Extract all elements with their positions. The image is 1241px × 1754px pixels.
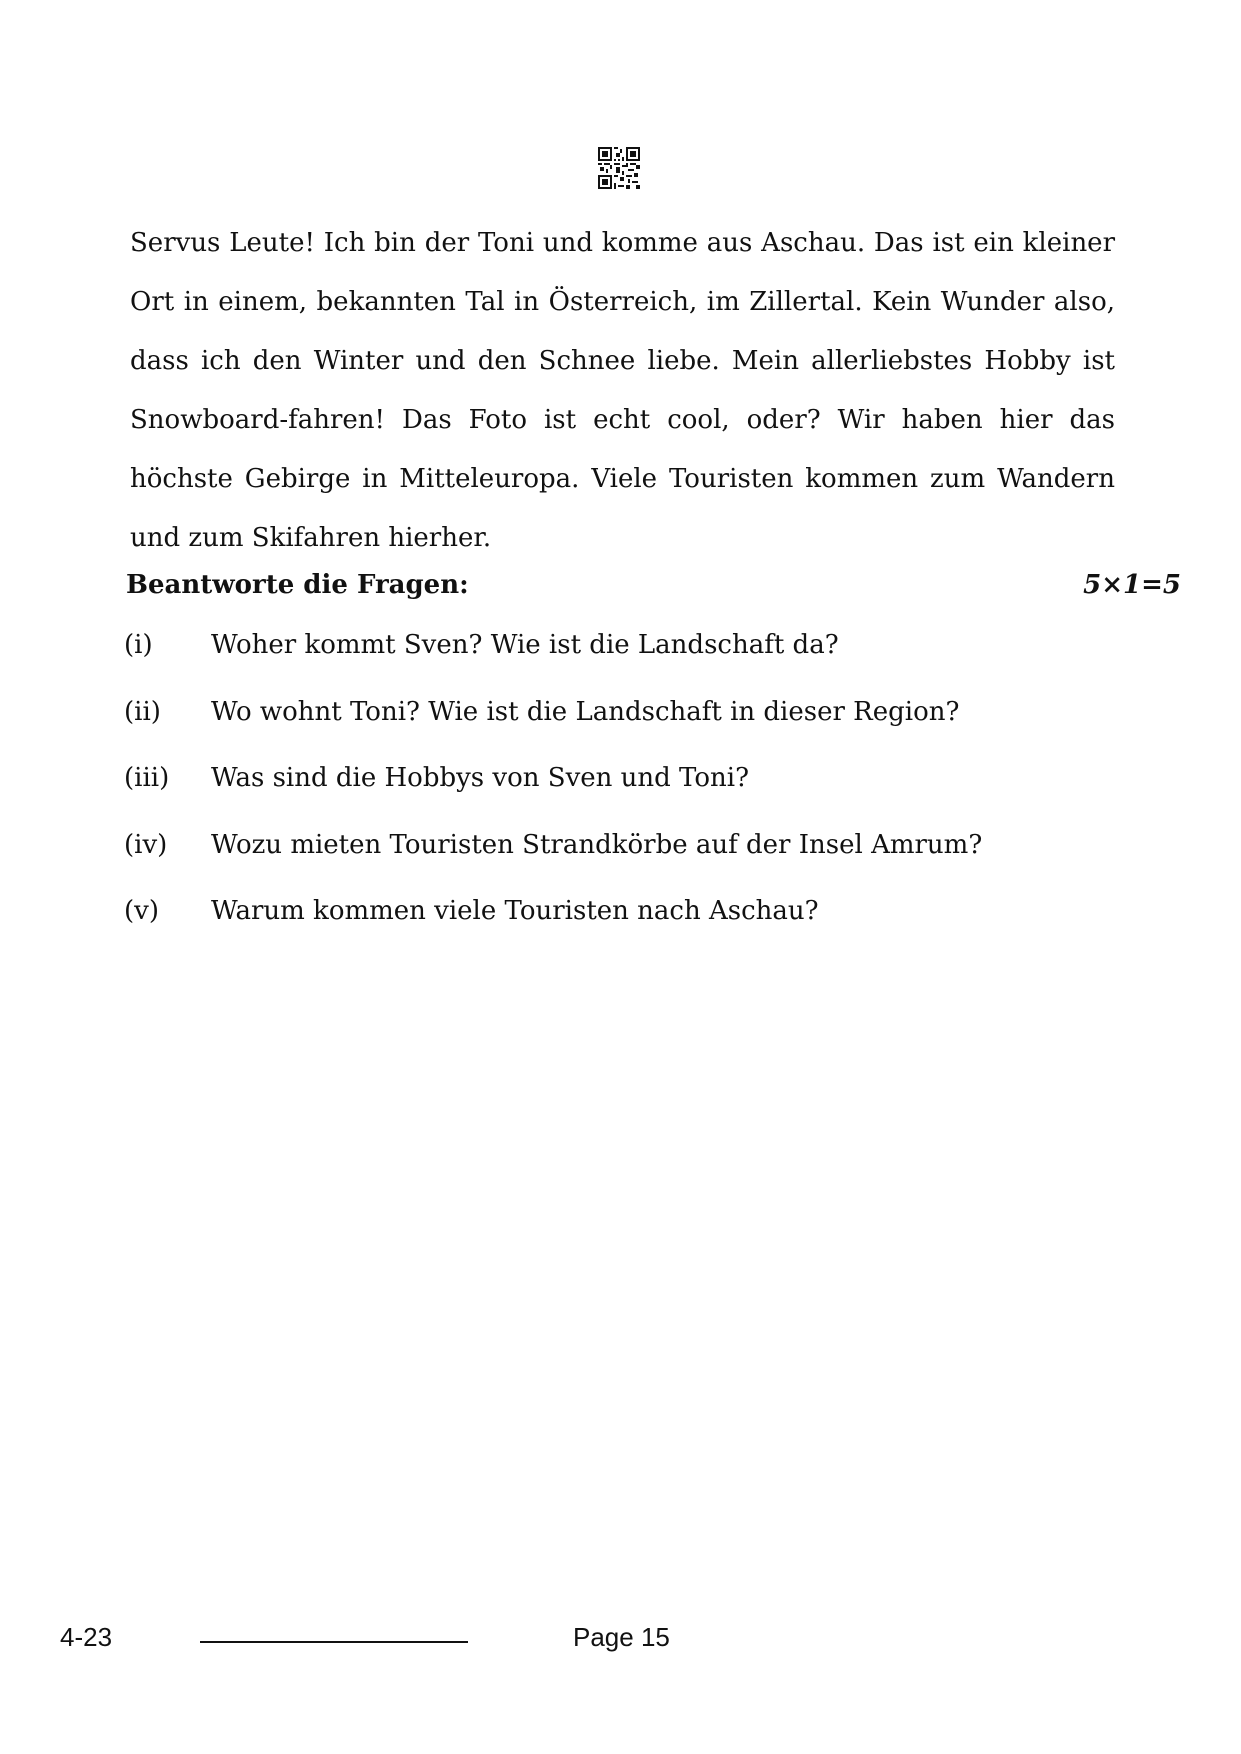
passage-line: Servus Leute! Ich bin der Toni und komme aus Aschau. Das ist ein kleiner (130, 228, 1115, 258)
question-number: (v) (124, 896, 159, 926)
passage-line: Snowboard-fahren! Das Foto ist echt cool, oder? Wir haben hier das (130, 405, 1115, 435)
task-header (126, 570, 1181, 610)
passage-line: höchste Gebirge in Mitteleuropa. Viele Touristen kommen zum Wandern (130, 464, 1115, 494)
question-text: Was sind die Hobbys von Sven und Toni? (211, 763, 750, 793)
question-list (124, 630, 1124, 963)
question-item (124, 630, 1124, 697)
question-text: Woher kommt Sven? Wie ist die Landschaft da? (211, 630, 839, 660)
reading-passage (130, 214, 1115, 568)
passage-line: und zum Skifahren hierher. (130, 523, 492, 553)
page-number: Page 15 (573, 1622, 670, 1652)
passage-line: Ort in einem, bekannten Tal in Österreich, im Zillertal. Kein Wunder also, (130, 287, 1115, 317)
qr-code-icon (598, 147, 640, 189)
question-number: (iv) (124, 829, 168, 860)
question-text: Warum kommen viele Touristen nach Aschau? (211, 896, 819, 926)
question-item (124, 697, 1124, 764)
question-number: (ii) (124, 696, 161, 727)
question-number: (iii) (124, 763, 170, 793)
question-item (124, 763, 1124, 830)
exam-code: 4-23 (60, 1622, 113, 1652)
passage-line: dass ich den Winter und den Schnee liebe. Mein allerliebstes Hobby ist (130, 346, 1115, 376)
footer-divider (200, 1641, 468, 1643)
task-title: Beantworte die Fragen: (126, 570, 469, 600)
question-item (124, 896, 1124, 963)
question-text: Wo wohnt Toni? Wie ist die Landschaft in dieser Region? (211, 696, 960, 727)
question-number: (i) (124, 630, 153, 660)
question-item (124, 830, 1124, 897)
marks-allocation: 5×1=5 (1083, 570, 1181, 600)
question-text: Wozu mieten Touristen Strandkörbe auf der Insel Amrum? (211, 829, 983, 860)
